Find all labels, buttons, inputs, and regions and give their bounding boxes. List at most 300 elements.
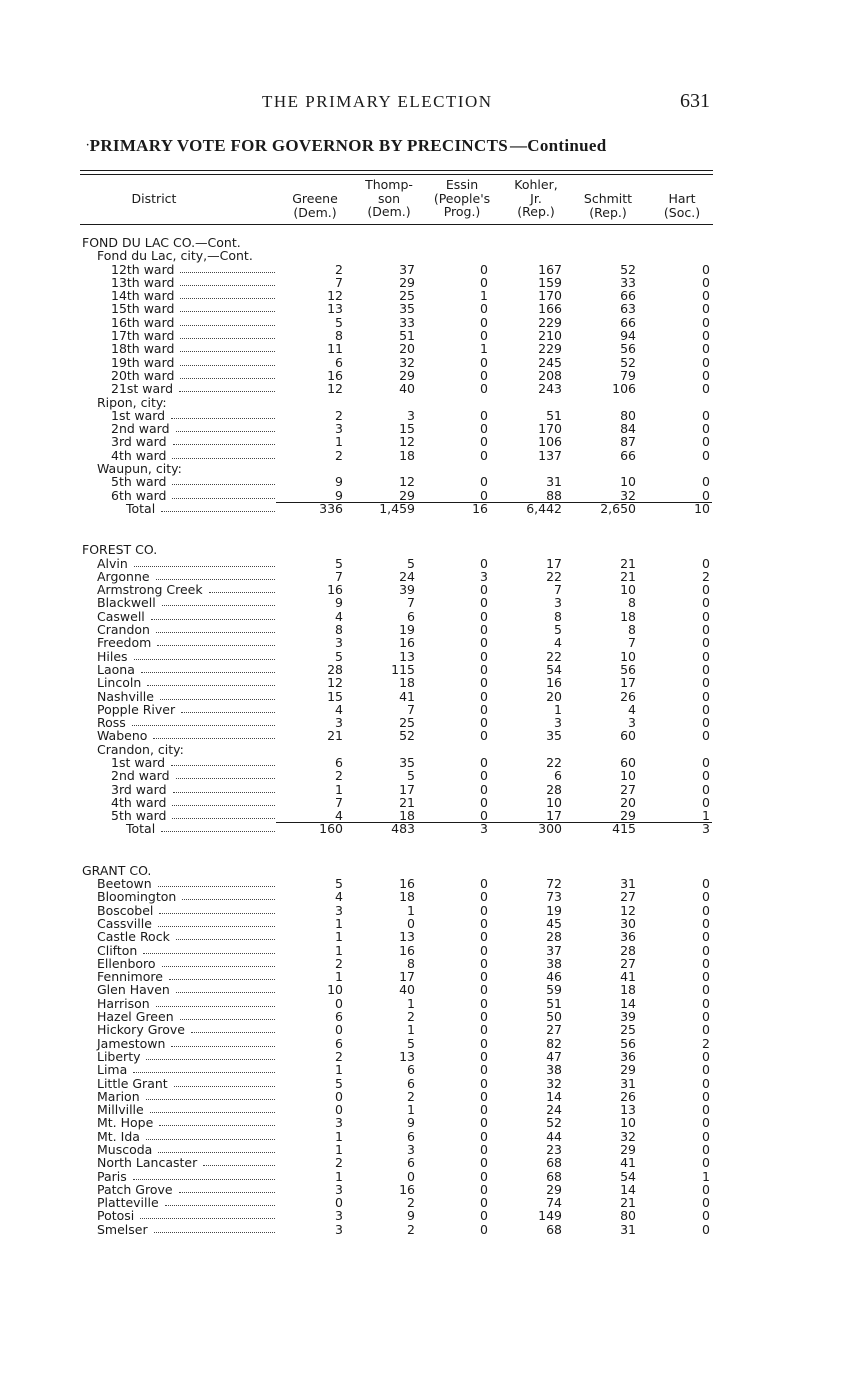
vote-cell-kohler: 167 — [538, 261, 562, 277]
vote-cell-essin: 0 — [480, 261, 488, 277]
dot-leader — [172, 484, 275, 485]
vote-cell-thompson: 32 — [399, 354, 415, 370]
dot-leader — [165, 1205, 275, 1206]
vote-cell-hart: 0 — [702, 728, 710, 744]
row-label: 6th ward — [111, 487, 167, 503]
vote-cell-schmitt: 27 — [620, 781, 636, 797]
vote-cell-essin: 0 — [480, 661, 488, 677]
vote-cell-kohler: 17 — [546, 808, 562, 824]
header-top-rule — [80, 170, 713, 171]
vote-cell-greene: 21 — [327, 728, 343, 744]
vote-cell-essin: 0 — [480, 608, 488, 624]
vote-cell-greene: 8 — [335, 622, 343, 638]
col-head-line: Hart — [668, 191, 696, 206]
dot-leader — [209, 592, 275, 593]
vote-cell-kohler: 7 — [554, 582, 562, 598]
vote-cell-schmitt: 29 — [620, 1062, 636, 1078]
vote-cell-essin: 0 — [480, 955, 488, 971]
dot-leader — [180, 338, 275, 339]
vote-cell-thompson: 19 — [399, 622, 415, 638]
table-row — [82, 382, 722, 395]
vote-cell-schmitt: 30 — [620, 915, 636, 931]
vote-table-body — [82, 236, 722, 1236]
row-label: Hazel Green — [97, 1009, 174, 1025]
subheading-row — [82, 743, 722, 756]
vote-cell-schmitt: 79 — [620, 367, 636, 383]
vote-cell-thompson: 24 — [399, 568, 415, 584]
row-label: 12th ward — [111, 261, 175, 277]
vote-cell-thompson: 1 — [407, 1022, 415, 1038]
vote-cell-schmitt: 21 — [620, 1195, 636, 1211]
vote-cell-thompson: 20 — [399, 341, 415, 357]
vote-cell-essin: 0 — [480, 434, 488, 450]
vote-cell-essin: 0 — [480, 929, 488, 945]
vote-cell-schmitt: 66 — [620, 447, 636, 463]
vote-cell-hart: 0 — [702, 1062, 710, 1078]
dot-leader — [156, 579, 275, 580]
vote-cell-schmitt: 56 — [620, 1035, 636, 1051]
vote-cell-greene: 7 — [335, 794, 343, 810]
vote-cell-greene: 1 — [335, 781, 343, 797]
vote-cell-hart: 0 — [702, 781, 710, 797]
vote-cell-kohler: 88 — [546, 487, 562, 503]
table-row — [82, 329, 722, 342]
vote-cell-hart: 0 — [702, 688, 710, 704]
table-row — [82, 1183, 722, 1196]
dot-leader — [161, 831, 275, 832]
vote-cell-kohler: 229 — [538, 341, 562, 357]
vote-cell-kohler: 14 — [546, 1088, 562, 1104]
vote-cell-kohler: 149 — [538, 1208, 562, 1224]
vote-cell-kohler: 45 — [546, 915, 562, 931]
vote-cell-thompson: 115 — [391, 661, 415, 677]
vote-cell-essin: 0 — [480, 421, 488, 437]
bullet-mark: · — [86, 140, 90, 151]
col-head-line: (Soc.) — [663, 204, 701, 220]
table-row — [82, 904, 722, 917]
vote-cell-greene: 10 — [327, 982, 343, 998]
vote-cell-essin: 0 — [480, 808, 488, 824]
row-label: Waupun, city: — [97, 461, 182, 477]
vote-cell-greene: 0 — [335, 1195, 343, 1211]
vote-cell-greene: 0 — [335, 1022, 343, 1038]
table-row — [82, 276, 722, 289]
vote-cell-hart: 10 — [694, 500, 710, 516]
vote-cell-hart: 0 — [702, 274, 710, 290]
table-row — [82, 409, 722, 422]
vote-cell-hart: 0 — [702, 367, 710, 383]
vote-cell-schmitt: 31 — [620, 876, 636, 892]
vote-cell-essin: 0 — [480, 1142, 488, 1157]
vote-cell-kohler: 17 — [546, 555, 562, 571]
vote-cell-essin: 0 — [480, 595, 488, 611]
vote-cell-greene: 1 — [335, 1142, 343, 1157]
vote-cell-kohler: 28 — [546, 781, 562, 797]
vote-cell-thompson: 41 — [399, 688, 415, 704]
header-top-rule-double — [80, 174, 713, 175]
vote-cell-greene: 0 — [335, 1102, 343, 1118]
vote-cell-hart: 0 — [702, 261, 710, 277]
vote-cell-schmitt: 26 — [620, 688, 636, 704]
row-label: Wabeno — [97, 728, 148, 744]
vote-cell-schmitt: 80 — [620, 407, 636, 423]
vote-cell-kohler: 35 — [546, 728, 562, 744]
col-head-greene — [283, 192, 347, 219]
row-label: 15th ward — [111, 301, 175, 317]
subheading-row — [82, 249, 722, 262]
vote-cell-greene: 5 — [335, 314, 343, 330]
vote-cell-hart: 0 — [702, 474, 710, 490]
vote-cell-greene: 9 — [335, 595, 343, 611]
row-label: Millville — [97, 1102, 144, 1118]
row-label: Muscoda — [97, 1142, 153, 1157]
subheading-row — [82, 462, 722, 475]
vote-cell-greene: 1 — [335, 1168, 343, 1184]
vote-cell-schmitt: 41 — [620, 1155, 636, 1171]
dot-leader — [156, 632, 275, 633]
vote-cell-essin: 3 — [480, 568, 488, 584]
vote-cell-kohler: 20 — [546, 688, 562, 704]
vote-cell-schmitt: 18 — [620, 608, 636, 624]
dot-leader — [180, 298, 275, 299]
vote-cell-thompson: 18 — [399, 675, 415, 691]
vote-cell-hart: 0 — [702, 381, 710, 397]
county-heading — [82, 543, 722, 556]
row-label: Alvin — [97, 555, 128, 571]
vote-cell-greene: 6 — [335, 1009, 343, 1025]
vote-cell-thompson: 5 — [407, 1035, 415, 1051]
vote-cell-kohler: 3 — [554, 595, 562, 611]
table-row — [82, 663, 722, 676]
vote-cell-kohler: 37 — [546, 942, 562, 958]
vote-cell-greene: 3 — [335, 635, 343, 651]
vote-cell-hart: 0 — [702, 955, 710, 971]
vote-cell-hart: 0 — [702, 1102, 710, 1118]
vote-cell-greene: 5 — [335, 555, 343, 571]
vote-cell-schmitt: 8 — [628, 622, 636, 638]
vote-cell-essin: 1 — [480, 288, 488, 304]
dot-leader — [146, 1059, 275, 1060]
vote-cell-greene: 6 — [335, 354, 343, 370]
vote-cell-kohler: 44 — [546, 1128, 562, 1144]
col-head-line: (People's — [433, 190, 491, 206]
row-label: Hiles — [97, 648, 128, 664]
vote-cell-schmitt: 7 — [628, 635, 636, 651]
vote-cell-kohler: 22 — [546, 754, 562, 770]
vote-cell-thompson: 9 — [407, 1115, 415, 1131]
vote-cell-hart: 0 — [702, 995, 710, 1011]
col-head-line: Schmitt — [583, 191, 633, 206]
vote-cell-thompson: 2 — [407, 1221, 415, 1237]
vote-cell-essin: 0 — [480, 701, 488, 717]
vote-cell-kohler: 52 — [546, 1115, 562, 1131]
dot-leader — [203, 1165, 275, 1166]
vote-cell-thompson: 6 — [407, 1155, 415, 1171]
table-row — [82, 809, 722, 822]
dot-leader — [161, 511, 275, 512]
table-row — [82, 449, 722, 462]
vote-cell-kohler: 31 — [546, 474, 562, 490]
dot-leader — [158, 1152, 275, 1153]
dot-leader — [180, 272, 275, 273]
vote-cell-thompson: 51 — [399, 328, 415, 344]
vote-cell-essin: 0 — [480, 622, 488, 638]
vote-cell-essin: 0 — [480, 715, 488, 731]
vote-cell-hart: 0 — [702, 595, 710, 611]
vote-cell-kohler: 229 — [538, 314, 562, 330]
vote-cell-thompson: 52 — [399, 728, 415, 744]
vote-cell-hart: 0 — [702, 876, 710, 892]
vote-cell-hart: 0 — [702, 982, 710, 998]
table-row — [82, 636, 722, 649]
vote-cell-greene: 12 — [327, 381, 343, 397]
vote-cell-hart: 0 — [702, 434, 710, 450]
section-spacer — [82, 836, 722, 864]
vote-cell-kohler: 300 — [538, 821, 562, 837]
vote-cell-thompson: 7 — [407, 701, 415, 717]
vote-cell-thompson: 1 — [407, 1102, 415, 1118]
table-row — [82, 1196, 722, 1209]
row-label: Potosi — [97, 1208, 135, 1224]
vote-cell-schmitt: 41 — [620, 969, 636, 985]
vote-cell-essin: 0 — [480, 1102, 488, 1118]
row-label: Popple River — [97, 701, 176, 717]
header-bottom-rule — [80, 224, 713, 225]
vote-cell-schmitt: 13 — [620, 1102, 636, 1118]
vote-cell-kohler: 82 — [546, 1035, 562, 1051]
col-head-line: Thomp- — [365, 177, 413, 192]
vote-cell-essin: 0 — [480, 274, 488, 290]
vote-cell-schmitt: 21 — [620, 555, 636, 571]
table-row — [82, 1077, 722, 1090]
table-row — [82, 596, 722, 609]
vote-cell-thompson: 29 — [399, 367, 415, 383]
vote-cell-schmitt: 60 — [620, 754, 636, 770]
vote-cell-greene: 9 — [335, 474, 343, 490]
vote-cell-kohler: 6 — [554, 768, 562, 784]
row-label: 4th ward — [111, 447, 167, 463]
vote-cell-thompson: 13 — [399, 929, 415, 945]
vote-cell-greene: 6 — [335, 1035, 343, 1051]
vote-cell-greene: 1 — [335, 1128, 343, 1144]
row-label: Cassville — [97, 915, 152, 931]
table-row — [82, 570, 722, 583]
vote-cell-hart: 0 — [702, 969, 710, 985]
vote-cell-schmitt: 39 — [620, 1009, 636, 1025]
row-label: 16th ward — [111, 314, 175, 330]
vote-cell-thompson: 33 — [399, 314, 415, 330]
col-head-line: Jr. — [530, 190, 542, 206]
row-label: 3rd ward — [111, 434, 167, 450]
vote-cell-essin: 0 — [480, 902, 488, 918]
row-label: FOND DU LAC CO.—Cont. — [82, 235, 241, 250]
dot-leader — [179, 391, 275, 392]
vote-cell-greene: 3 — [335, 1208, 343, 1224]
vote-cell-greene: 1 — [335, 942, 343, 958]
vote-cell-hart: 0 — [702, 1142, 710, 1157]
row-label: Freedom — [97, 635, 152, 651]
row-label: 13th ward — [111, 274, 175, 290]
table-row — [82, 302, 722, 315]
vote-cell-kohler: 16 — [546, 675, 562, 691]
vote-cell-kohler: 46 — [546, 969, 562, 985]
dot-leader — [180, 325, 275, 326]
vote-cell-thompson: 37 — [399, 261, 415, 277]
table-row — [82, 1156, 722, 1169]
subheading-row — [82, 396, 722, 409]
vote-cell-hart: 0 — [702, 701, 710, 717]
vote-cell-hart: 0 — [702, 1048, 710, 1064]
vote-cell-hart: 0 — [702, 942, 710, 958]
row-label: 5th ward — [111, 808, 167, 824]
table-row — [82, 1023, 722, 1036]
vote-cell-hart: 0 — [702, 1221, 710, 1237]
vote-cell-kohler: 24 — [546, 1102, 562, 1118]
dot-leader — [182, 899, 275, 900]
vote-cell-kohler: 68 — [546, 1221, 562, 1237]
vote-cell-thompson: 16 — [399, 876, 415, 892]
col-head-hart — [656, 192, 708, 219]
row-label: Paris — [97, 1168, 127, 1184]
dot-leader — [171, 765, 275, 766]
row-label: 2nd ward — [111, 421, 170, 437]
vote-cell-essin: 0 — [480, 1168, 488, 1184]
table-row — [82, 1143, 722, 1156]
vote-cell-kohler: 51 — [546, 995, 562, 1011]
row-label: 3rd ward — [111, 781, 167, 797]
vote-cell-greene: 3 — [335, 715, 343, 731]
row-label: Mt. Ida — [97, 1128, 140, 1144]
vote-cell-kohler: 166 — [538, 301, 562, 317]
vote-cell-schmitt: 87 — [620, 434, 636, 450]
table-row — [82, 877, 722, 890]
col-head-thompson — [354, 178, 424, 219]
vote-cell-essin: 0 — [480, 768, 488, 784]
county-heading — [82, 864, 722, 877]
vote-cell-schmitt: 12 — [620, 902, 636, 918]
dot-leader — [172, 498, 275, 499]
dot-leader — [176, 778, 275, 779]
row-label: Ross — [97, 715, 126, 731]
dot-leader — [146, 1139, 275, 1140]
dot-leader — [169, 979, 275, 980]
vote-cell-thompson: 18 — [399, 808, 415, 824]
dot-leader — [172, 818, 275, 819]
row-label: GRANT CO. — [82, 862, 152, 878]
dot-leader — [159, 1125, 275, 1126]
vote-cell-greene: 12 — [327, 288, 343, 304]
table-row — [82, 316, 722, 329]
vote-cell-kohler: 170 — [538, 288, 562, 304]
row-label: Boscobel — [97, 902, 154, 918]
vote-cell-greene: 9 — [335, 487, 343, 503]
dot-leader — [158, 926, 275, 927]
col-head-line: Essin — [445, 177, 479, 192]
vote-cell-greene: 15 — [327, 688, 343, 704]
vote-cell-essin: 0 — [480, 1208, 488, 1224]
dot-leader — [143, 953, 275, 954]
vote-cell-thompson: 2 — [407, 1195, 415, 1211]
row-label: Glen Haven — [97, 982, 170, 998]
vote-cell-hart: 0 — [702, 929, 710, 945]
vote-cell-schmitt: 27 — [620, 889, 636, 905]
dot-leader — [174, 1086, 275, 1087]
vote-cell-essin: 0 — [480, 1062, 488, 1078]
dot-leader — [179, 1192, 275, 1193]
dot-leader — [181, 712, 275, 713]
row-label: Nashville — [97, 688, 154, 704]
vote-cell-essin: 0 — [480, 1035, 488, 1051]
dot-leader — [176, 939, 275, 940]
vote-cell-thompson: 7 — [407, 595, 415, 611]
vote-cell-kohler: 59 — [546, 982, 562, 998]
vote-cell-thompson: 40 — [399, 381, 415, 397]
vote-cell-schmitt: 52 — [620, 261, 636, 277]
vote-cell-kohler: 23 — [546, 1142, 562, 1157]
row-label: Clifton — [97, 942, 138, 958]
dot-leader — [176, 992, 275, 993]
vote-cell-hart: 0 — [702, 447, 710, 463]
row-label: Ripon, city: — [97, 394, 167, 410]
row-label: FOREST CO. — [82, 542, 158, 558]
vote-cell-greene: 2 — [335, 1155, 343, 1171]
row-label: 1st ward — [111, 754, 166, 770]
vote-cell-essin: 0 — [480, 407, 488, 423]
vote-cell-hart: 0 — [702, 301, 710, 317]
vote-cell-hart: 0 — [702, 768, 710, 784]
vote-cell-hart: 0 — [702, 608, 710, 624]
vote-cell-thompson: 1,459 — [379, 500, 415, 516]
vote-cell-essin: 0 — [480, 688, 488, 704]
table-row — [82, 1170, 722, 1183]
table-row — [82, 342, 722, 355]
table-row — [82, 970, 722, 983]
table-row — [82, 729, 722, 742]
vote-cell-hart: 0 — [702, 1075, 710, 1091]
vote-cell-essin: 0 — [480, 648, 488, 664]
vote-cell-greene: 4 — [335, 889, 343, 905]
vote-cell-essin: 0 — [480, 754, 488, 770]
vote-cell-schmitt: 94 — [620, 328, 636, 344]
vote-cell-schmitt: 29 — [620, 808, 636, 824]
vote-cell-kohler: 8 — [554, 608, 562, 624]
vote-cell-greene: 2 — [335, 261, 343, 277]
vote-cell-hart: 0 — [702, 1115, 710, 1131]
section-spacer — [82, 515, 722, 543]
vote-cell-kohler: 38 — [546, 1062, 562, 1078]
vote-cell-kohler: 22 — [546, 648, 562, 664]
dot-leader — [146, 1099, 275, 1100]
table-row — [82, 1116, 722, 1129]
vote-cell-kohler: 4 — [554, 635, 562, 651]
vote-cell-greene: 3 — [335, 1221, 343, 1237]
row-label: Armstrong Creek — [97, 582, 203, 598]
dot-leader — [140, 1218, 275, 1219]
vote-cell-greene: 336 — [319, 500, 343, 516]
vote-cell-schmitt: 21 — [620, 568, 636, 584]
vote-cell-greene: 16 — [327, 582, 343, 598]
vote-cell-schmitt: 33 — [620, 274, 636, 290]
table-row — [82, 716, 722, 729]
table-row — [82, 1050, 722, 1063]
row-label: Argonne — [97, 568, 150, 584]
vote-cell-greene: 4 — [335, 608, 343, 624]
table-row — [82, 623, 722, 636]
vote-cell-essin: 0 — [480, 367, 488, 383]
vote-cell-thompson: 29 — [399, 487, 415, 503]
vote-cell-kohler: 19 — [546, 902, 562, 918]
dot-leader — [180, 285, 275, 286]
